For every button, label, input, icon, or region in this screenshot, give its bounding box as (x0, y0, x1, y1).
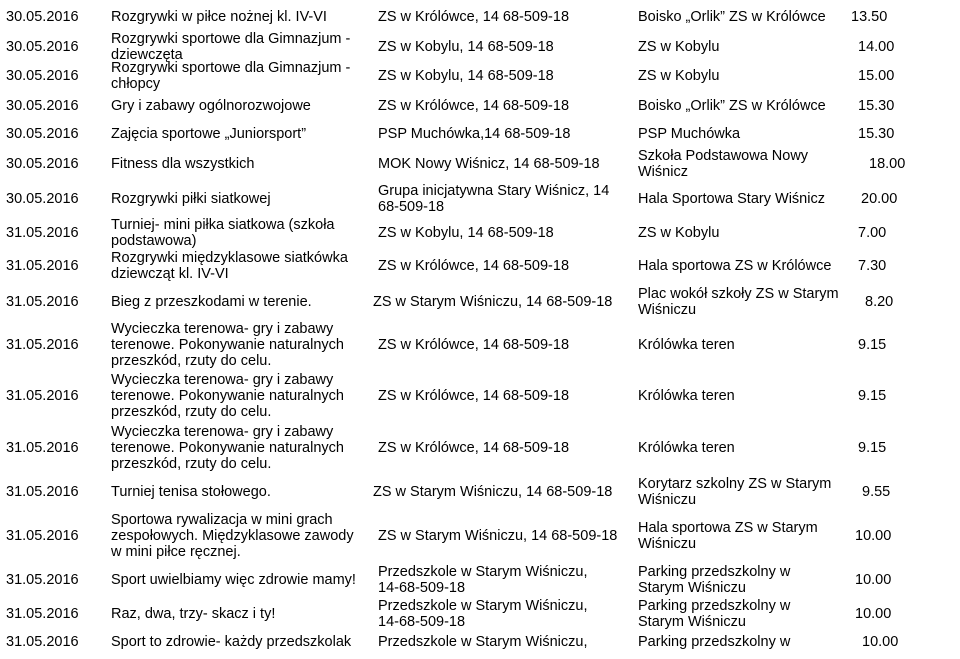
event-name-line: w mini piłce ręcznej. (111, 544, 241, 560)
organizer-line: Grupa inicjatywna Stary Wiśnicz, 14 (378, 183, 610, 199)
event-name-line: Rozgrywki sportowe dla Gimnazjum - (111, 60, 351, 76)
time-cell: 10.00 (855, 606, 892, 622)
event-name-line: podstawowa) (111, 233, 197, 249)
venue-line: PSP Muchówka (638, 126, 741, 142)
event-name-line: Wycieczka terenowa- gry i zabawy (111, 372, 334, 388)
time-cell: 7.30 (858, 258, 887, 274)
event-name-line: Turniej- mini piłka siatkowa (szkoła (111, 217, 335, 233)
date-cell: 30.05.2016 (6, 126, 79, 142)
event-name-line: przeszkód, rzuty do celu. (111, 456, 272, 472)
time-cell: 15.30 (858, 98, 895, 114)
date-cell: 30.05.2016 (6, 68, 79, 84)
event-name-line: Bieg z przeszkodami w terenie. (111, 294, 312, 310)
time-cell: 15.00 (858, 68, 895, 84)
time-cell: 15.30 (858, 126, 895, 142)
venue-line: Starym Wiśniczu (638, 580, 746, 596)
event-name-line: przeszkód, rzuty do celu. (111, 404, 272, 420)
venue-line: Królówka teren (638, 440, 735, 456)
time-cell: 10.00 (855, 528, 892, 544)
venue-line: Korytarz szkolny ZS w Starym (638, 476, 832, 492)
event-name-line: terenowe. Pokonywanie naturalnych (111, 388, 344, 404)
date-cell: 31.05.2016 (6, 294, 79, 310)
organizer-line: ZS w Królówce, 14 68-509-18 (378, 440, 570, 456)
time-cell: 14.00 (858, 39, 895, 55)
time-cell: 20.00 (861, 191, 898, 207)
date-cell: 30.05.2016 (6, 9, 79, 25)
event-name-line: przeszkód, rzuty do celu. (111, 353, 272, 369)
organizer-line: ZS w Królówce, 14 68-509-18 (378, 337, 570, 353)
event-name-line: Rozgrywki w piłce nożnej kl. IV-VI (111, 9, 327, 25)
event-name-line: Sport to zdrowie- każdy przedszkolak (111, 634, 352, 650)
venue-line: Królówka teren (638, 337, 735, 353)
organizer-line: 14-68-509-18 (378, 580, 466, 596)
event-name-line: terenowe. Pokonywanie naturalnych (111, 337, 344, 353)
date-cell: 30.05.2016 (6, 156, 79, 172)
organizer-line: MOK Nowy Wiśnicz, 14 68-509-18 (378, 156, 600, 172)
time-cell: 9.55 (862, 484, 891, 500)
event-name-line: Rozgrywki międzyklasowe siatkówka (111, 250, 348, 266)
date-cell: 30.05.2016 (6, 191, 79, 207)
venue-line: Hala sportowa ZS w Starym (638, 520, 818, 536)
date-cell: 31.05.2016 (6, 572, 79, 588)
event-name-line: Rozgrywki piłki siatkowej (111, 191, 271, 207)
time-cell: 18.00 (869, 156, 906, 172)
organizer-line: Przedszkole w Starym Wiśniczu, (378, 564, 588, 580)
organizer-line: ZS w Kobylu, 14 68-509-18 (378, 225, 554, 241)
event-name-line: Turniej tenisa stołowego. (111, 484, 271, 500)
organizer-line: ZS w Kobylu, 14 68-509-18 (378, 68, 554, 84)
organizer-line: Przedszkole w Starym Wiśniczu, (378, 634, 588, 650)
venue-line: Królówka teren (638, 388, 735, 404)
date-cell: 31.05.2016 (6, 337, 79, 353)
event-name-line: Wycieczka terenowa- gry i zabawy (111, 321, 334, 337)
date-cell: 31.05.2016 (6, 528, 79, 544)
organizer-line: ZS w Królówce, 14 68-509-18 (378, 9, 570, 25)
time-cell: 7.00 (858, 225, 887, 241)
organizer-line: ZS w Królówce, 14 68-509-18 (378, 258, 570, 274)
event-name-line: zespołowych. Międzyklasowe zawody (111, 528, 354, 544)
event-name-line: Fitness dla wszystkich (111, 156, 255, 172)
organizer-line: ZS w Kobylu, 14 68-509-18 (378, 39, 554, 55)
event-name-line: dziewcząt kl. IV-VI (111, 266, 229, 282)
event-name-line: Zajęcia sportowe „Juniorsport” (111, 126, 307, 142)
venue-line: ZS w Kobylu (638, 68, 720, 84)
event-name-line: chłopcy (111, 76, 161, 92)
venue-line: ZS w Kobylu (638, 225, 720, 241)
venue-line: Parking przedszkolny w (638, 598, 791, 614)
organizer-line: ZS w Starym Wiśniczu, 14 68-509-18 (378, 528, 618, 544)
date-cell: 30.05.2016 (6, 39, 79, 55)
venue-line: Wiśniczu (638, 302, 697, 318)
organizer-line: Przedszkole w Starym Wiśniczu, (378, 598, 588, 614)
organizer-line: PSP Muchówka,14 68-509-18 (378, 126, 571, 142)
time-cell: 8.20 (865, 294, 894, 310)
time-cell: 9.15 (858, 337, 887, 353)
venue-line: Hala sportowa ZS w Królówce (638, 258, 832, 274)
venue-line: Wiśnicz (638, 164, 688, 180)
venue-line: Boisko „Orlik” ZS w Królówce (638, 9, 826, 25)
date-cell: 31.05.2016 (6, 634, 79, 650)
venue-line: Wiśniczu (638, 536, 697, 552)
venue-line: Starym Wiśniczu (638, 614, 746, 630)
date-cell: 31.05.2016 (6, 606, 79, 622)
event-name-line: Sportowa rywalizacja w mini grach (111, 512, 333, 528)
date-cell: 31.05.2016 (6, 258, 79, 274)
date-cell: 31.05.2016 (6, 225, 79, 241)
event-name-line: dziewczęta (111, 47, 183, 63)
venue-line: Szkoła Podstawowa Nowy (638, 148, 809, 164)
organizer-line: ZS w Królówce, 14 68-509-18 (378, 98, 570, 114)
venue-line: Boisko „Orlik” ZS w Królówce (638, 98, 826, 114)
event-name-line: Wycieczka terenowa- gry i zabawy (111, 424, 334, 440)
date-cell: 31.05.2016 (6, 388, 79, 404)
organizer-line: ZS w Starym Wiśniczu, 14 68-509-18 (373, 294, 613, 310)
venue-line: ZS w Kobylu (638, 39, 720, 55)
event-name-line: terenowe. Pokonywanie naturalnych (111, 440, 344, 456)
event-name-line: Sport uwielbiamy więc zdrowie mamy! (111, 572, 356, 588)
time-cell: 9.15 (858, 440, 887, 456)
organizer-line: 14-68-509-18 (378, 614, 466, 630)
event-name-line: Gry i zabawy ogólnorozwojowe (111, 98, 311, 114)
venue-line: Hala Sportowa Stary Wiśnicz (638, 191, 825, 207)
event-name-line: Rozgrywki sportowe dla Gimnazjum - (111, 31, 351, 47)
organizer-line: ZS w Królówce, 14 68-509-18 (378, 388, 570, 404)
event-name-line: Raz, dwa, trzy- skacz i ty! (111, 606, 276, 622)
venue-line: Parking przedszkolny w (638, 564, 791, 580)
date-cell: 31.05.2016 (6, 484, 79, 500)
venue-line: Parking przedszkolny w (638, 634, 791, 650)
time-cell: 9.15 (858, 388, 887, 404)
organizer-line: ZS w Starym Wiśniczu, 14 68-509-18 (373, 484, 613, 500)
date-cell: 30.05.2016 (6, 98, 79, 114)
time-cell: 10.00 (855, 572, 892, 588)
time-cell: 10.00 (862, 634, 899, 650)
venue-line: Plac wokół szkoły ZS w Starym (638, 286, 839, 302)
organizer-line: 68-509-18 (378, 199, 445, 215)
time-cell: 13.50 (851, 9, 888, 25)
date-cell: 31.05.2016 (6, 440, 79, 456)
venue-line: Wiśniczu (638, 492, 697, 508)
